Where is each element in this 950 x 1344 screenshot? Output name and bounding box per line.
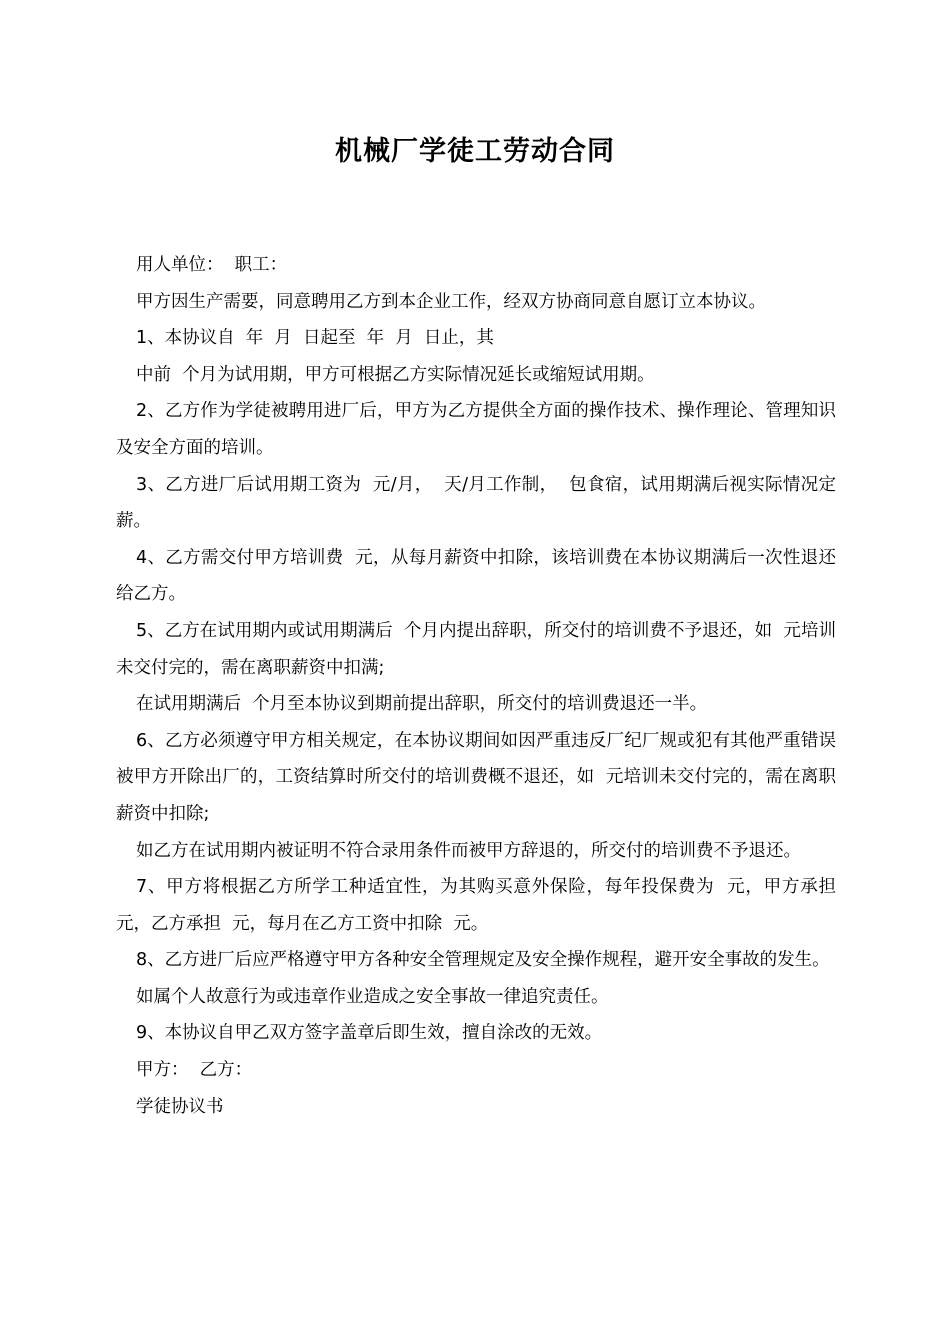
clause-3-wages: 3、乙方进厂后试用期工资为 元/月， 天/月工作制， 包食宿，试用期满后视实际情况定薪。 — [116, 474, 836, 532]
employer-employee-line: 用人单位： 职工： — [136, 255, 288, 275]
signature-line: 甲方： 乙方： — [136, 1060, 253, 1081]
clause-1-term: 1、本协议自 年 月 日起至 年 月 日止，其 — [136, 328, 494, 349]
clause-6-dismissal-probation: 如乙方在试用期内被证明不符合录用条件而被甲方辞退的，所交付的培训费不予退还。 — [136, 840, 801, 861]
clause-8-safety: 8、乙方进厂后应严格遵守甲方各种安全管理规定及安全操作规程，避开安全事故的发生。 — [136, 950, 830, 971]
document-body — [116, 247, 848, 1125]
clause-7-insurance: 7、甲方将根据乙方所学工种适宜性，为其购买意外保险，每年投保费为 元，甲方承担 元，乙方承担 元，每月在乙方工资中扣除 元。 — [116, 877, 848, 934]
next-section-heading: 学徒协议书 — [136, 1096, 224, 1117]
clause-6-discipline: 6、乙方必须遵守甲方相关规定，在本协议期间如因严重违反厂纪厂规或犯有其他严重错误被甲方开除出厂的，工资结算时所交付的培训费概不退还，如 元培训未交付完的，需在离职薪资中扣除; — [116, 730, 836, 824]
document-title: 机械厂学徒工劳动合同 — [335, 136, 615, 167]
clause-1-probation: 中前 个月为试用期，甲方可根据乙方实际情况延长或缩短试用期。 — [136, 364, 655, 385]
clause-9-effect: 9、本协议自甲乙双方签字盖章后即生效，擅自涂改的无效。 — [136, 1023, 603, 1044]
clause-2-training: 2、乙方作为学徒被聘用进厂后，甲方为乙方提供全方面的操作技术、操作理论、管理知识及安全方面的培训。 — [116, 401, 836, 458]
clause-8-liability: 如属个人故意行为或违章作业造成之安全事故一律追究责任。 — [136, 986, 609, 1007]
clause-4-training-fee: 4、乙方需交付甲方培训费 元，从每月薪资中扣除，该培训费在本协议期满后一次性退还给乙方。 — [116, 547, 836, 605]
clause-5-resignation-after-probation: 在试用期满后 个月至本协议到期前提出辞职，所交付的培训费退还一半。 — [136, 694, 708, 715]
clause-5-resignation: 5、乙方在试用期内或试用期满后 个月内提出辞职，所交付的培训费不予退还，如 元培训未交付完的，需在离职薪资中扣满; — [116, 620, 836, 678]
preamble-paragraph: 甲方因生产需要，同意聘用乙方到本企业工作，经双方协商同意自愿订立本协议。 — [136, 291, 766, 312]
